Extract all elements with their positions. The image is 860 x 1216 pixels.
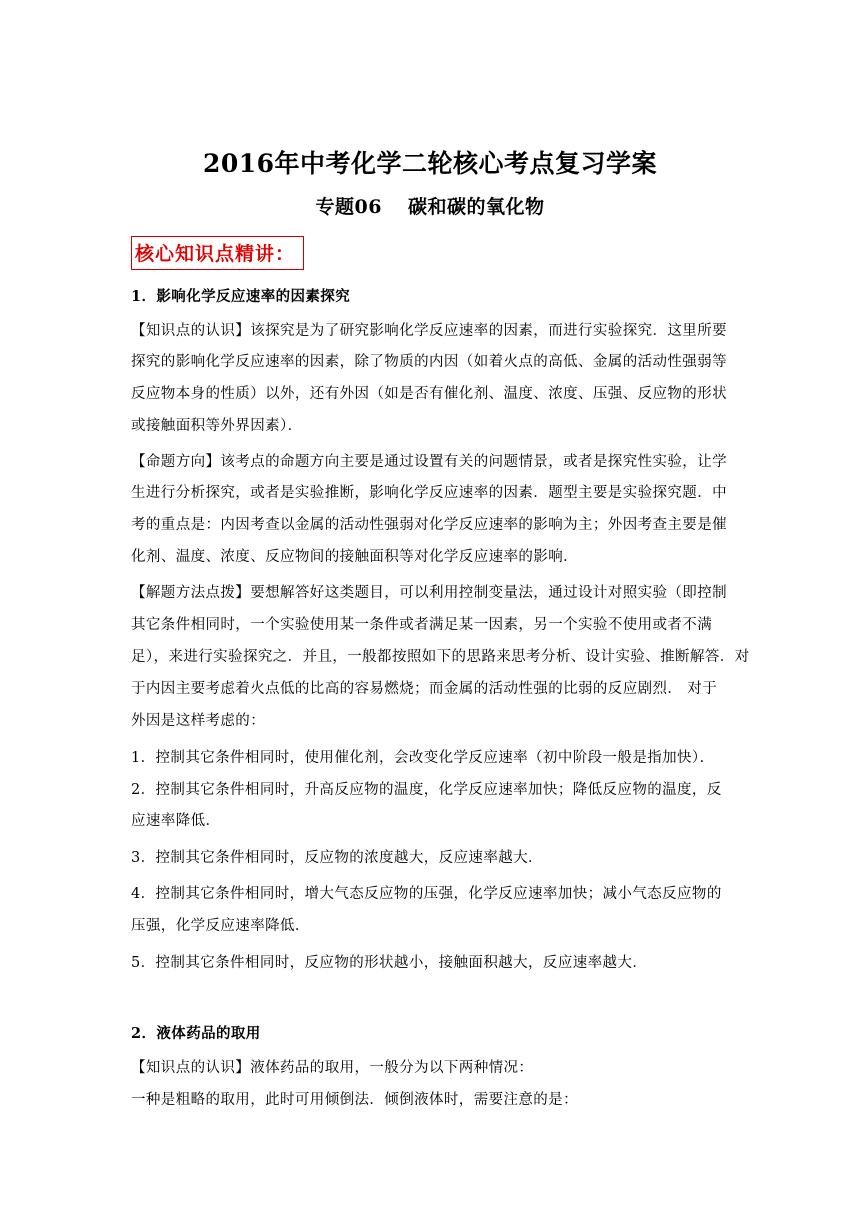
section2-heading: 2．液体药品的取用 [131, 1025, 261, 1042]
section1-line: 反应物本身的性质）以外，还有外因（如是否有催化剂、温度、浓度、压强、反应物的形状 [131, 386, 727, 402]
subtitle-topic-name: 碳和碳的氧化物 [407, 196, 545, 218]
section1-line: 外因是这样考虑的： [131, 713, 266, 729]
section1-line: 于内因主要考虑着火点低的比高的容易燃烧；而金属的活动性强的比弱的反应剧烈． 对于 [131, 681, 718, 697]
section2-line: 一种是粗略的取用，此时可用倾倒法．倾倒液体时，需要注意的是： [131, 1092, 578, 1108]
document-subtitle [0, 192, 860, 219]
section1-line: 3．控制其它条件相同时，反应物的浓度越大，反应速率越大． [131, 850, 543, 866]
section1-line: 【命题方向】该考点的命题方向主要是通过设置有关的问题情景，或者是探究性实验，让学 [131, 454, 727, 470]
section1-heading: 1．影响化学反应速率的因素探究 [131, 288, 351, 305]
section1-line: 1．控制其它条件相同时，使用催化剂，会改变化学反应速率（初中阶段一般是指加快）． [131, 750, 715, 766]
section1-line: 考的重点是：内因考查以金属的活动性强弱对化学反应速率的影响为主；外因考查主要是催 [131, 517, 727, 533]
section-header-box: 核心知识点精讲： [131, 236, 304, 270]
subtitle-topic-number: 专题06 [315, 196, 382, 218]
section2-line: 【知识点的认识】液体药品的取用，一般分为以下两种情况： [131, 1060, 534, 1076]
section1-line: 足），来进行实验探究之．并且，一般都按照如下的思路来思考分析、设计实验、推断解答．对 [131, 649, 750, 665]
document-title: 2016年中考化学二轮核心考点复习学案 [202, 149, 658, 178]
section1-line: 化剂、温度、浓度、反应物间的接触面积等对化学反应速率的影响． [131, 549, 578, 565]
section1-line: 4．控制其它条件相同时，增大气态反应物的压强，化学反应速率加快；减小气态反应物的 [131, 886, 722, 902]
section1-line: 【知识点的认识】该探究是为了研究影响化学反应速率的因素，而进行实验探究．这里所要 [131, 323, 727, 339]
section1-line: 【解题方法点拨】要想解答好这类题目，可以利用控制变量法，通过设计对照实验（即控制 [131, 585, 727, 601]
section1-line: 应速率降低． [131, 813, 221, 829]
section1-line: 生进行分析探究，或者是实验推断，影响化学反应速率的因素．题型主要是实验探究题．中 [131, 485, 727, 501]
section1-line: 探究的影响化学反应速率的因素，除了物质的内因（如着火点的高低、金属的活动性强弱等 [131, 354, 727, 370]
section1-line: 其它条件相同时，一个实验使用某一条件或者满足某一因素，另一个实验不使用或者不满 [131, 617, 713, 633]
section1-line: 压强，化学反应速率降低． [131, 918, 310, 934]
section1-line: 或接触面积等外界因素）． [131, 418, 303, 434]
section1-line: 2．控制其它条件相同时，升高反应物的温度，化学反应速率加快；降低反应物的温度，反 [131, 782, 722, 798]
section1-line: 5．控制其它条件相同时，反应物的形状越小，接触面积越大，反应速率越大． [131, 955, 648, 971]
